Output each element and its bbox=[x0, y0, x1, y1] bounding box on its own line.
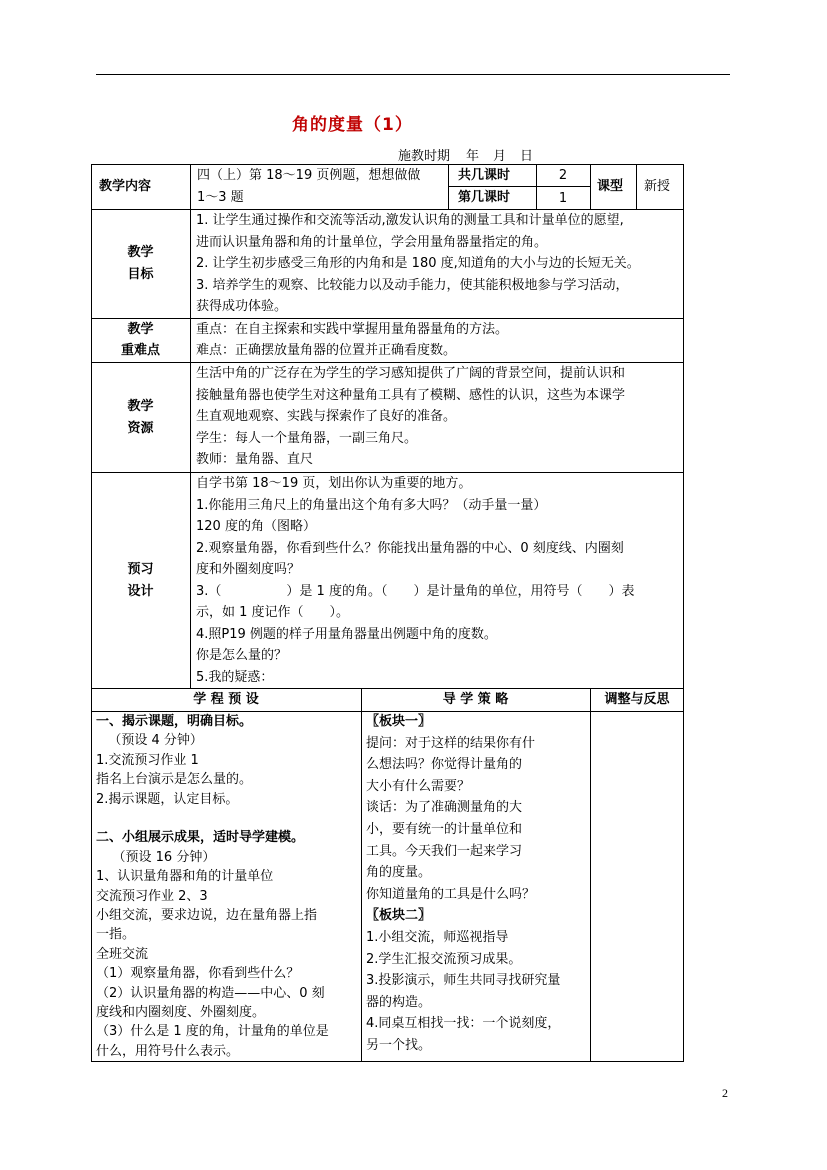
goals-label-1: 教学 bbox=[127, 245, 154, 260]
resources-line: 学生：每人一个量角器，一副三角尺。 bbox=[196, 431, 418, 446]
plan-line: 1、认识量角器和角的计量单位 bbox=[96, 869, 274, 885]
header-rule bbox=[96, 74, 730, 75]
plan-line: （2）认识量角器的构造——中心、0 刻 bbox=[96, 985, 325, 1001]
strategy-line: 器的构造。 bbox=[366, 994, 432, 1010]
resources-line: 生活中角的广泛存在为学生的学习感知提供了广阔的背景空间，提前认识和 bbox=[196, 366, 626, 381]
resources-line: 生直观地观察、实践与探索作了良好的准备。 bbox=[196, 409, 457, 424]
difficulty-text: 难点：正确摆放量角器的位置并正确看度数。 bbox=[196, 343, 457, 358]
content-value-line2: 1～3 题 bbox=[197, 190, 244, 205]
plan-line: 交流预习作业 2、3 bbox=[96, 888, 208, 904]
preview-line: 你是怎么量的？ bbox=[196, 648, 288, 663]
plan-line: 什么，用符号什么表示。 bbox=[96, 1043, 240, 1059]
keypoints-label-1: 教学 bbox=[127, 322, 154, 337]
plan-line: 指名上台演示是怎么量的。 bbox=[96, 772, 253, 788]
goals-line: 进而认识量角器和角的计量单位，学会用量角器量指定的角。 bbox=[196, 235, 548, 250]
plan-line: 一指。 bbox=[96, 927, 136, 943]
preview-line: 3.（ ）是 1 度的角。（ ）是计量角的单位，用符号（ ）表 bbox=[196, 584, 635, 599]
period-day: 日 bbox=[520, 149, 534, 164]
goals-line: 获得成功体验。 bbox=[196, 299, 288, 314]
preview-line: 自学书第 18～19 页，划出你认为重要的地方。 bbox=[196, 476, 472, 491]
col-divider bbox=[190, 164, 191, 688]
plan-line: 度线和内圈刻度、外圈刻度。 bbox=[96, 1005, 266, 1020]
keypoint-text: 重点：在自主探索和实践中掌握用量角器量角的方法。 bbox=[196, 322, 509, 337]
strategy-line: 1.小组交流，师巡视指导 bbox=[366, 930, 509, 945]
strategy-line: 3.投影演示，师生共同寻找研究量 bbox=[366, 973, 561, 989]
preview-label-1: 预习 bbox=[127, 562, 154, 577]
strategy-line: 谈话：为了准确测量角的大 bbox=[366, 800, 523, 816]
strategy-line: 角的度量。 bbox=[366, 865, 432, 881]
strategy-line: 2.学生汇报交流预习成果。 bbox=[366, 951, 522, 967]
column-header-strategy: 导 学 策 略 bbox=[442, 692, 509, 707]
preview-line: 示，如 1 度记作（ ）。 bbox=[196, 605, 350, 620]
plan-line: 全班交流 bbox=[96, 946, 149, 962]
col-divider bbox=[590, 164, 591, 209]
lesson-number-label: 第几课时 bbox=[458, 190, 511, 205]
lesson-number-value: 1 bbox=[558, 191, 568, 206]
preview-label-2: 设计 bbox=[127, 584, 154, 599]
col-divider bbox=[636, 164, 637, 209]
period-label: 施教时期 bbox=[398, 149, 451, 164]
period-month: 月 bbox=[493, 149, 507, 164]
plan-line: 2.揭示课题，认定目标。 bbox=[96, 791, 239, 807]
resources-label-2: 资源 bbox=[127, 421, 154, 436]
preview-line: 1.你能用三角尺上的角量出这个角有多大吗？（动手量一量） bbox=[196, 498, 547, 513]
plan-line: （预设 4 分钟） bbox=[96, 733, 203, 749]
column-header-reflect: 调整与反思 bbox=[604, 692, 670, 707]
plan-line: 二、小组展示成果，适时导学建模。 bbox=[96, 830, 305, 846]
preview-line: 120 度的角（图略） bbox=[196, 519, 316, 534]
plan-line: （预设 16 分钟） bbox=[96, 849, 216, 865]
resources-label-1: 教学 bbox=[127, 399, 154, 414]
goals-line: 2. 让学生初步感受三角形的内角和是 180 度,知道角的大小与边的长短无关。 bbox=[196, 256, 640, 271]
preview-line: 4.照P19 例题的样子用量角器量出例题中角的度数。 bbox=[196, 627, 497, 642]
document-title: 角的度量（1） bbox=[292, 115, 413, 135]
goals-line: 1. 让学生通过操作和交流等活动,激发认识角的测量工具和计量单位的愿望, bbox=[196, 213, 624, 228]
strategy-line: 么想法吗？你觉得计量角的 bbox=[366, 757, 523, 773]
strategy-line: 〖板块二〗 bbox=[366, 908, 432, 924]
goals-line: 3. 培养学生的观察、比较能力以及动手能力，使其能积极地参与学习活动， bbox=[196, 278, 629, 293]
resources-line: 接触量角器也使学生对这种量角工具有了模糊、感性的认识，这些为本课学 bbox=[196, 388, 626, 403]
page-number: 2 bbox=[722, 1086, 728, 1100]
plan-line: （1）观察量角器，你看到些什么？ bbox=[96, 966, 300, 982]
teaching-period bbox=[398, 145, 533, 164]
preview-line: 5.我的疑惑： bbox=[196, 670, 274, 685]
plan-line: （3）什么是 1 度的角，计量角的单位是 bbox=[96, 1024, 329, 1040]
strategy-line: 4.同桌互相找一找：一个说刻度， bbox=[366, 1016, 561, 1032]
lesson-type-label: 课型 bbox=[597, 179, 624, 194]
strategy-line: 小，要有统一的计量单位和 bbox=[366, 822, 523, 837]
total-lessons-label: 共几课时 bbox=[458, 168, 511, 183]
reflect-column bbox=[591, 712, 683, 1061]
column-header-plan: 学 程 预 设 bbox=[193, 692, 259, 707]
period-year: 年 bbox=[466, 149, 480, 164]
content-value-line1: 四（上）第 18～19 页例题，想想做做 bbox=[197, 168, 421, 183]
content-label: 教学内容 bbox=[99, 179, 152, 194]
strategy-line: 工具。今天我们一起来学习 bbox=[366, 843, 523, 859]
total-lessons-value: 2 bbox=[558, 168, 568, 183]
plan-line: 1.交流预习作业 1 bbox=[96, 752, 199, 768]
strategy-line: 另一个找。 bbox=[366, 1038, 432, 1053]
preview-line: 2.观察量角器，你看到些什么？你能找出量角器的中心、0 刻度线、内圈刻 bbox=[196, 541, 624, 556]
lesson-type-value: 新授 bbox=[644, 179, 671, 194]
strategy-line: 你知道量角的工具是什么吗？ bbox=[366, 886, 536, 902]
goals-label-2: 目标 bbox=[127, 267, 154, 282]
plan-line: 小组交流，要求边说，边在量角器上指 bbox=[96, 908, 318, 923]
strategy-line: 〖板块一〗 bbox=[366, 714, 432, 729]
plan-line: 一、揭示课题，明确目标。 bbox=[96, 714, 253, 729]
keypoints-label-2: 重难点 bbox=[120, 343, 160, 358]
resources-line: 教师：量角器、直尺 bbox=[196, 452, 314, 467]
strategy-line: 大小有什么需要？ bbox=[366, 778, 471, 794]
strategy-line: 提问：对于这样的结果你有什 bbox=[366, 735, 536, 751]
preview-line: 度和外圈刻度吗？ bbox=[196, 562, 301, 577]
col-divider bbox=[361, 688, 362, 1062]
